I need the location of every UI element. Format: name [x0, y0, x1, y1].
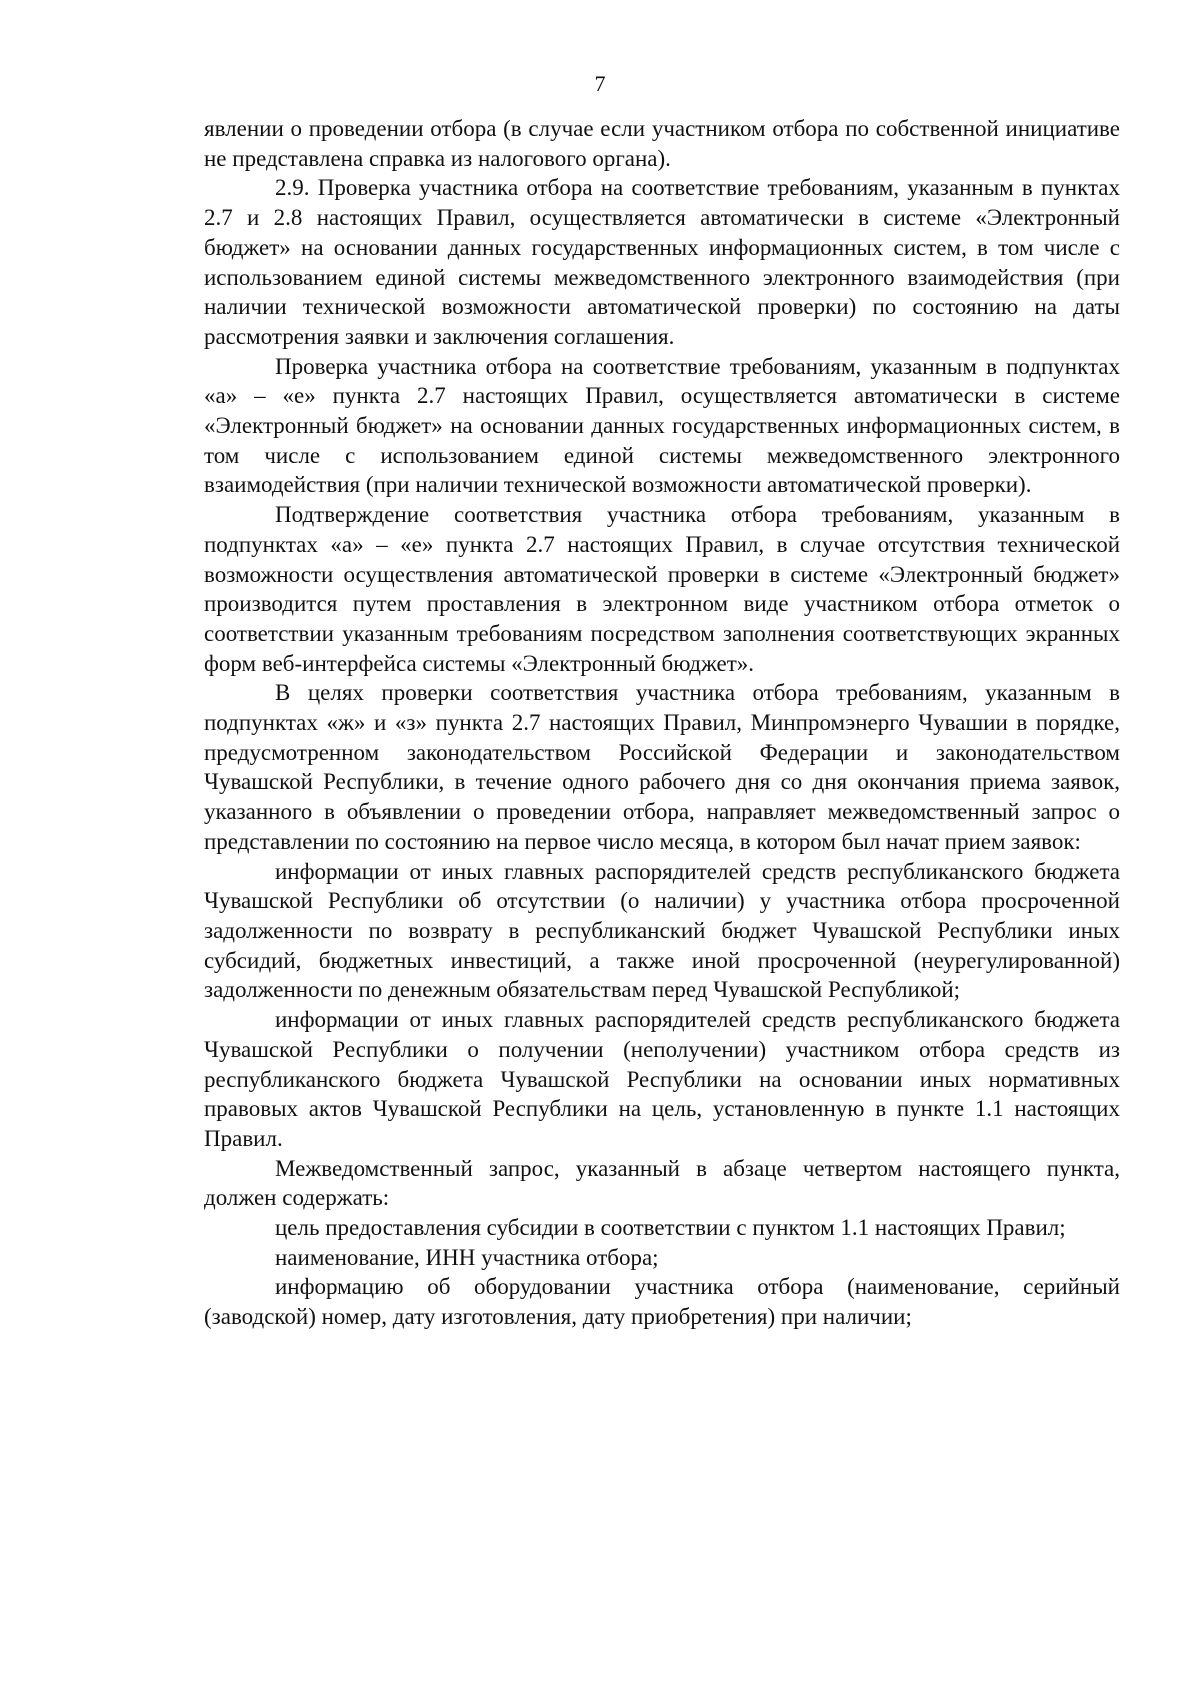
- paragraph-info-debt: информации от иных главных распорядителей средств республиканского бюджета Чувашской Республики об отсутствии (о наличии) у участника отбора просроченной задолженности по возврату в республиканский бюджет Чувашской Республики иных субсидий, бюджетных инвестиций, а также иной просроченной (неурегулированной) задолженности по денежным обязательствам перед Чувашской Республикой;: [204, 858, 1120, 1003]
- paragraph-equipment-info: информацию об оборудовании участника отбора (наименование, серийный (заводской) номер, дату изготовления, дату приобретения) при наличии;: [204, 1274, 1120, 1330]
- paragraph-confirmation: Подтверждение соответствия участника отбора требованиям, указанным в подпунктах «а» – «е» пункта 2.7 настоящих Правил, в случае отсутствия технической возможности осуществления автоматической проверки в системе «Электронный бюджет» производится путем проставления в электронном виде участником отбора отметок о соответствии указанным требованиям посредством заполнения соответствующих экранных форм веб-интерфейса системы «Электронный бюджет».: [204, 502, 1120, 676]
- paragraph-2-9: 2.9. Проверка участника отбора на соответствие требованиям, указанным в пунктах 2.7 и 2.8 настоящих Правил, осуществляется автоматически в системе «Электронный бюджет» на основании данных государственных информационных систем, в том числе с использованием единой системы межведомственного электронного взаимодействия (при наличии технической возможности автоматической проверки) по состоянию на даты рассмотрения заявки и заключения соглашения.: [204, 175, 1120, 349]
- paragraph-info-funds: информации от иных главных распорядителей средств республиканского бюджета Чувашской Республики о получении (неполучении) участником отбора средств из республиканского бюджета Чувашской Республики на основании иных нормативных правовых актов Чувашской Республики на цель, установленную в пункте 1.1 настоящих Правил.: [204, 1007, 1120, 1151]
- paragraph-1-continuation: явлении о проведении отбора (в случае если участником отбора по собственной инициативе не представлена справка из налогового органа).: [204, 116, 1120, 171]
- paragraph-request-contents: Межведомственный запрос, указанный в абзаце четвертом настоящего пункта, должен содержать:: [204, 1155, 1120, 1211]
- page-body: [204, 114, 1120, 1332]
- paragraph-automatic-check: Проверка участника отбора на соответствие требованиям, указанным в подпунктах «а» – «е» пункта 2.7 настоящих Правил, осуществляется автоматически в системе «Электронный бюджет» на основании данных государственных информационных систем, в том числе с использованием единой системы межведомственного электронного взаимодействия (при наличии технической возможности автоматической проверки).: [204, 353, 1120, 498]
- page-number: 7: [594, 71, 606, 96]
- paragraph-name-inn: наименование, ИНН участника отбора;: [275, 1244, 659, 1270]
- paragraph-interagency-request: В целях проверки соответствия участника отбора требованиям, указанным в подпунктах «ж» и «з» пункта 2.7 настоящих Правил, Минпромэнерго Чувашии в порядке, предусмотренном законодательством Российской Федерации и законодательством Чувашской Республики, в течение одного рабочего дня со дня окончания приема заявок, указанного в объявлении о проведении отбора, направляет межведомственный запрос о представлении по состоянию на первое число месяца, в котором был начат прием заявок:: [204, 680, 1120, 854]
- paragraph-subsidy-goal: цель предоставления субсидии в соответствии с пунктом 1.1 настоящих Правил;: [275, 1215, 1066, 1241]
